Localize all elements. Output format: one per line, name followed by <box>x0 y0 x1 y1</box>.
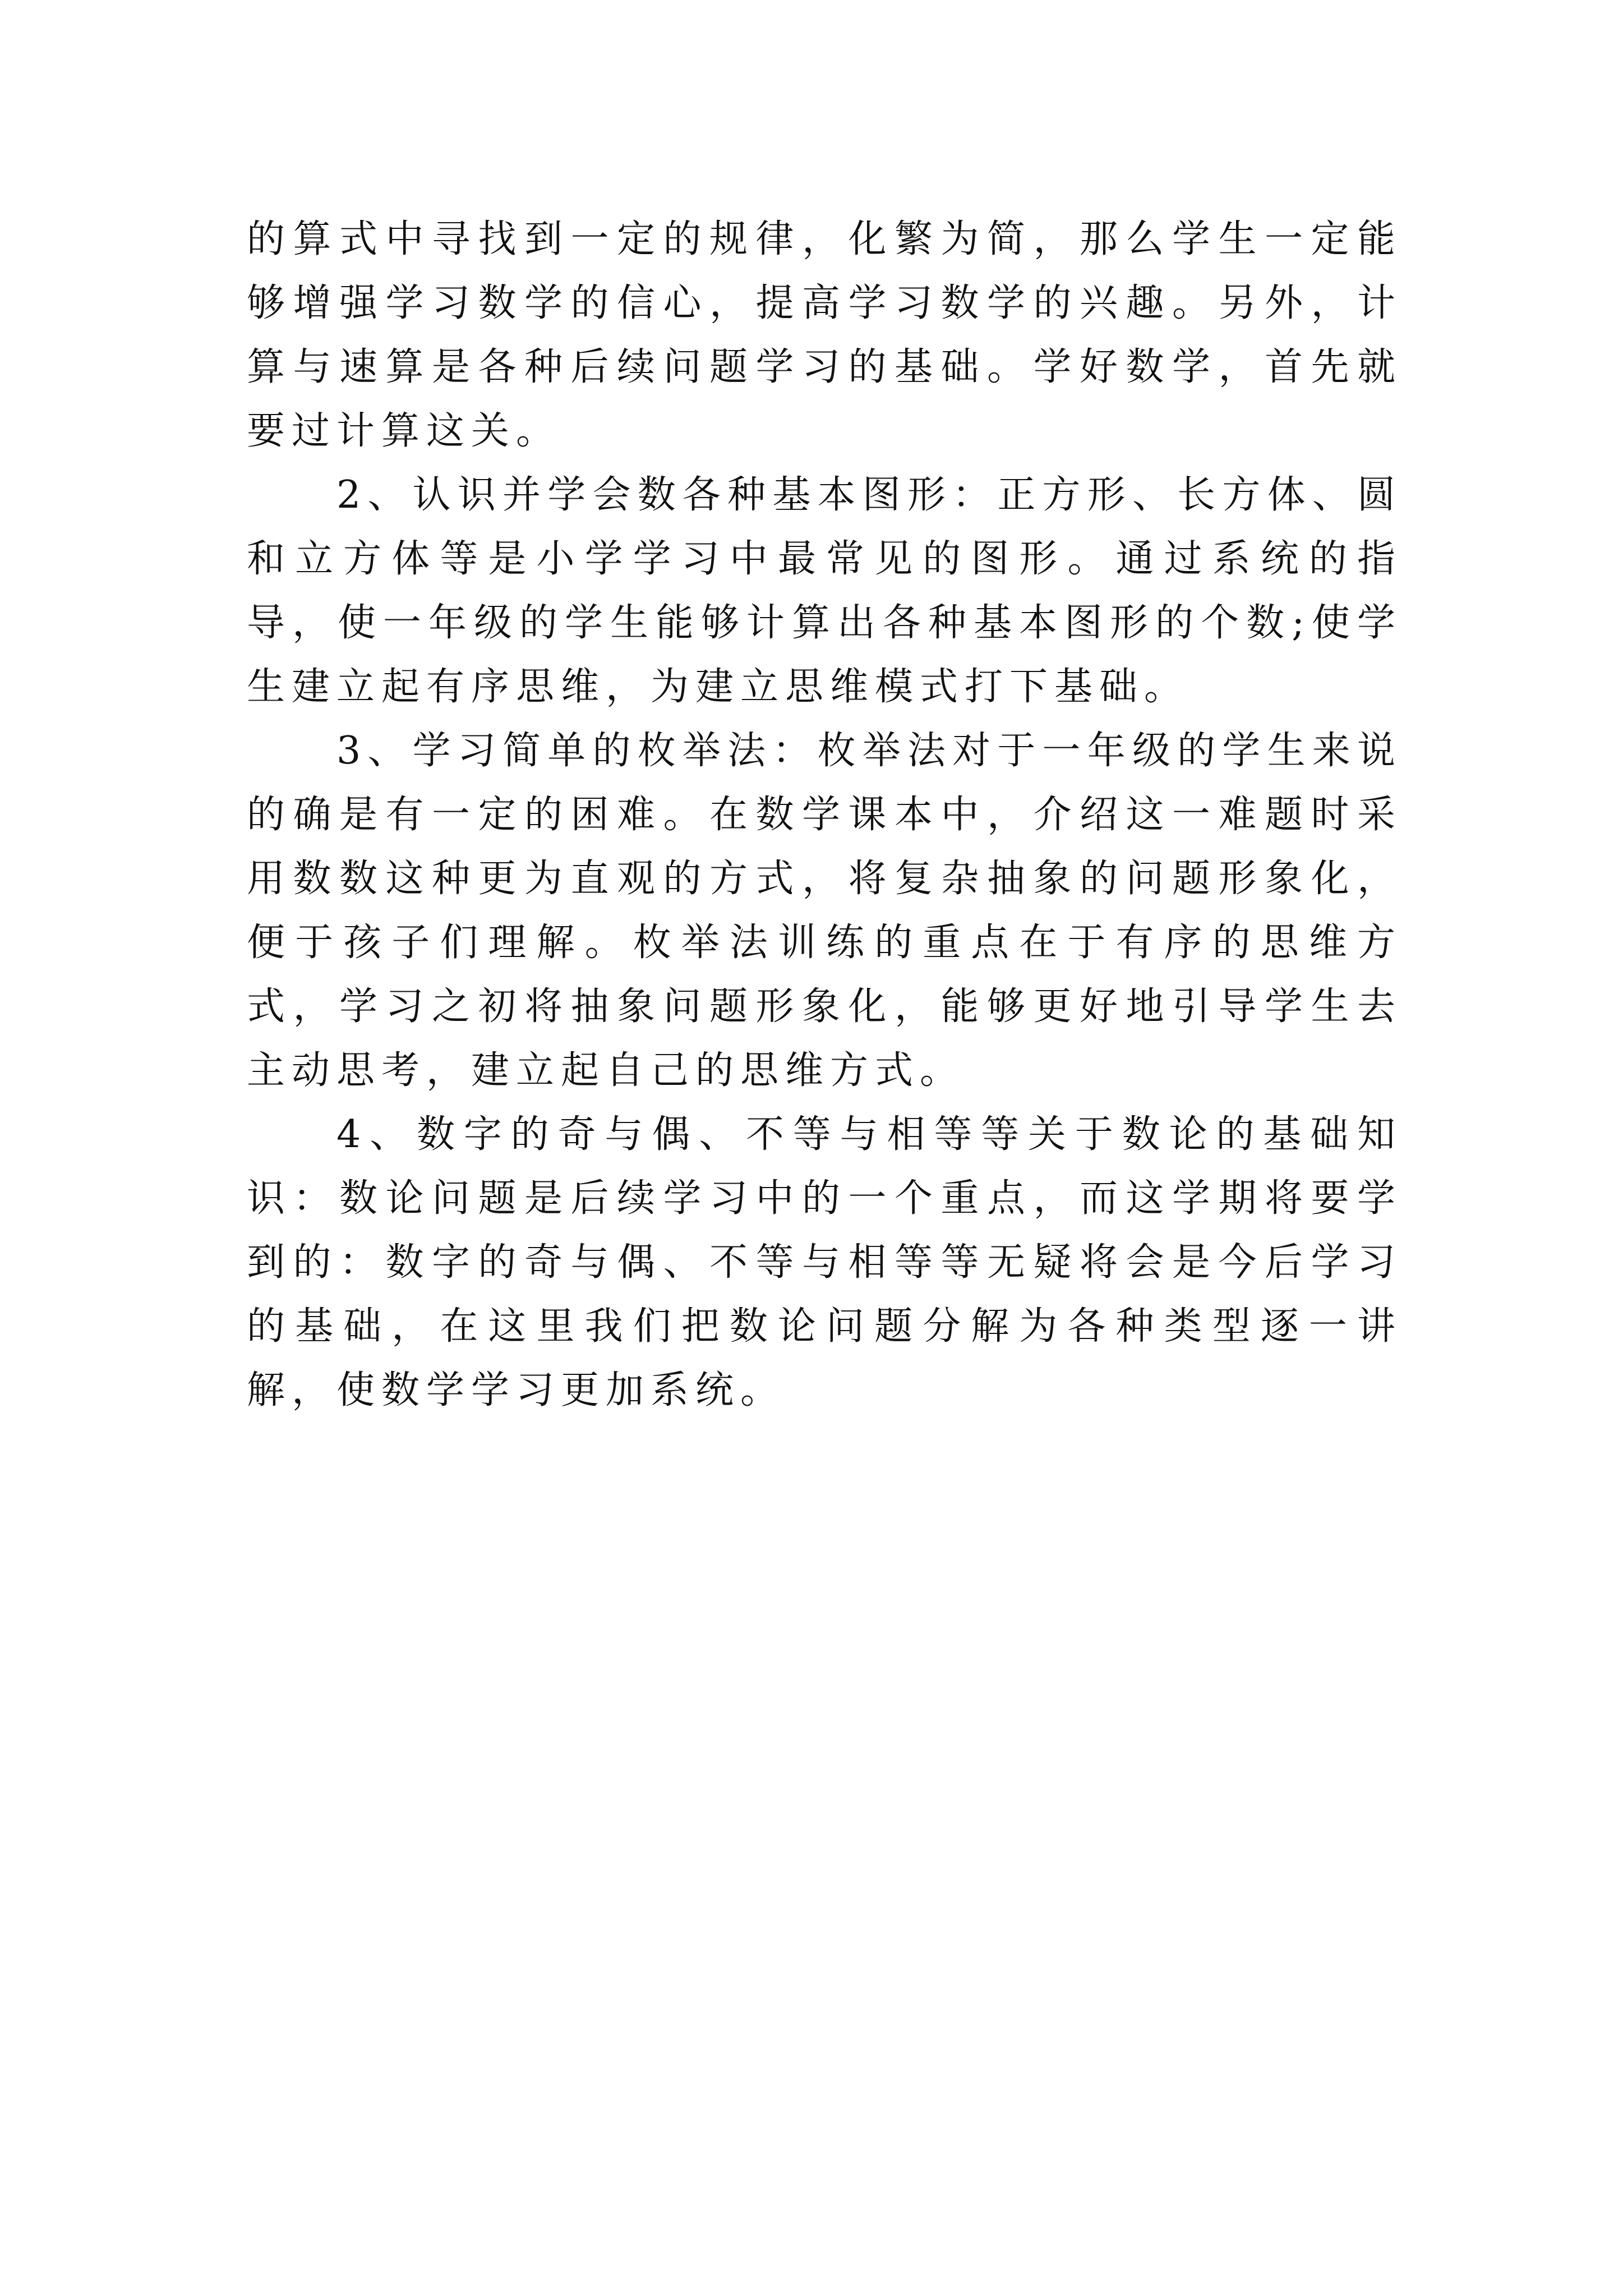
paragraph-2: 2、认识并学会数各种基本图形：正方形、长方体、圆和立方体等是小学学习中最常见的图形。通过系统的指导，使一年级的学生能够计算出各种基本图形的个数;使学生建立起有序思维，为建立思维模式打下基础。 <box>247 473 1402 709</box>
paragraph-4: 4、数字的奇与偶、不等与相等等关于数论的基础知识：数论问题是后续学习中的一个重点，而这学期将要学到的：数字的奇与偶、不等与相等等无疑将会是今后学习的基础，在这里我们把数论问题分解为各种类型逐一讲解，使数学学习更加系统。 <box>247 1112 1402 1412</box>
paragraph-3: 3、学习简单的枚举法：枚举法对于一年级的学生来说的确是有一定的困难。在数学课本中，介绍这一难题时采用数数这种更为直观的方式，将复杂抽象的问题形象化，便于孩子们理解。枚举法训练的重点在于有序的思维方式，学习之初将抽象问题形象化，能够更好地引导学生去主动思考，建立起自己的思维方式。 <box>247 729 1402 1093</box>
paragraph-1: 的算式中寻找到一定的规律，化繁为简，那么学生一定能够增强学习数学的信心，提高学习数学的兴趣。另外，计算与速算是各种后续问题学习的基础。学好数学，首先就要过计算这关。 <box>247 217 1402 453</box>
document-body <box>247 208 1402 1423</box>
